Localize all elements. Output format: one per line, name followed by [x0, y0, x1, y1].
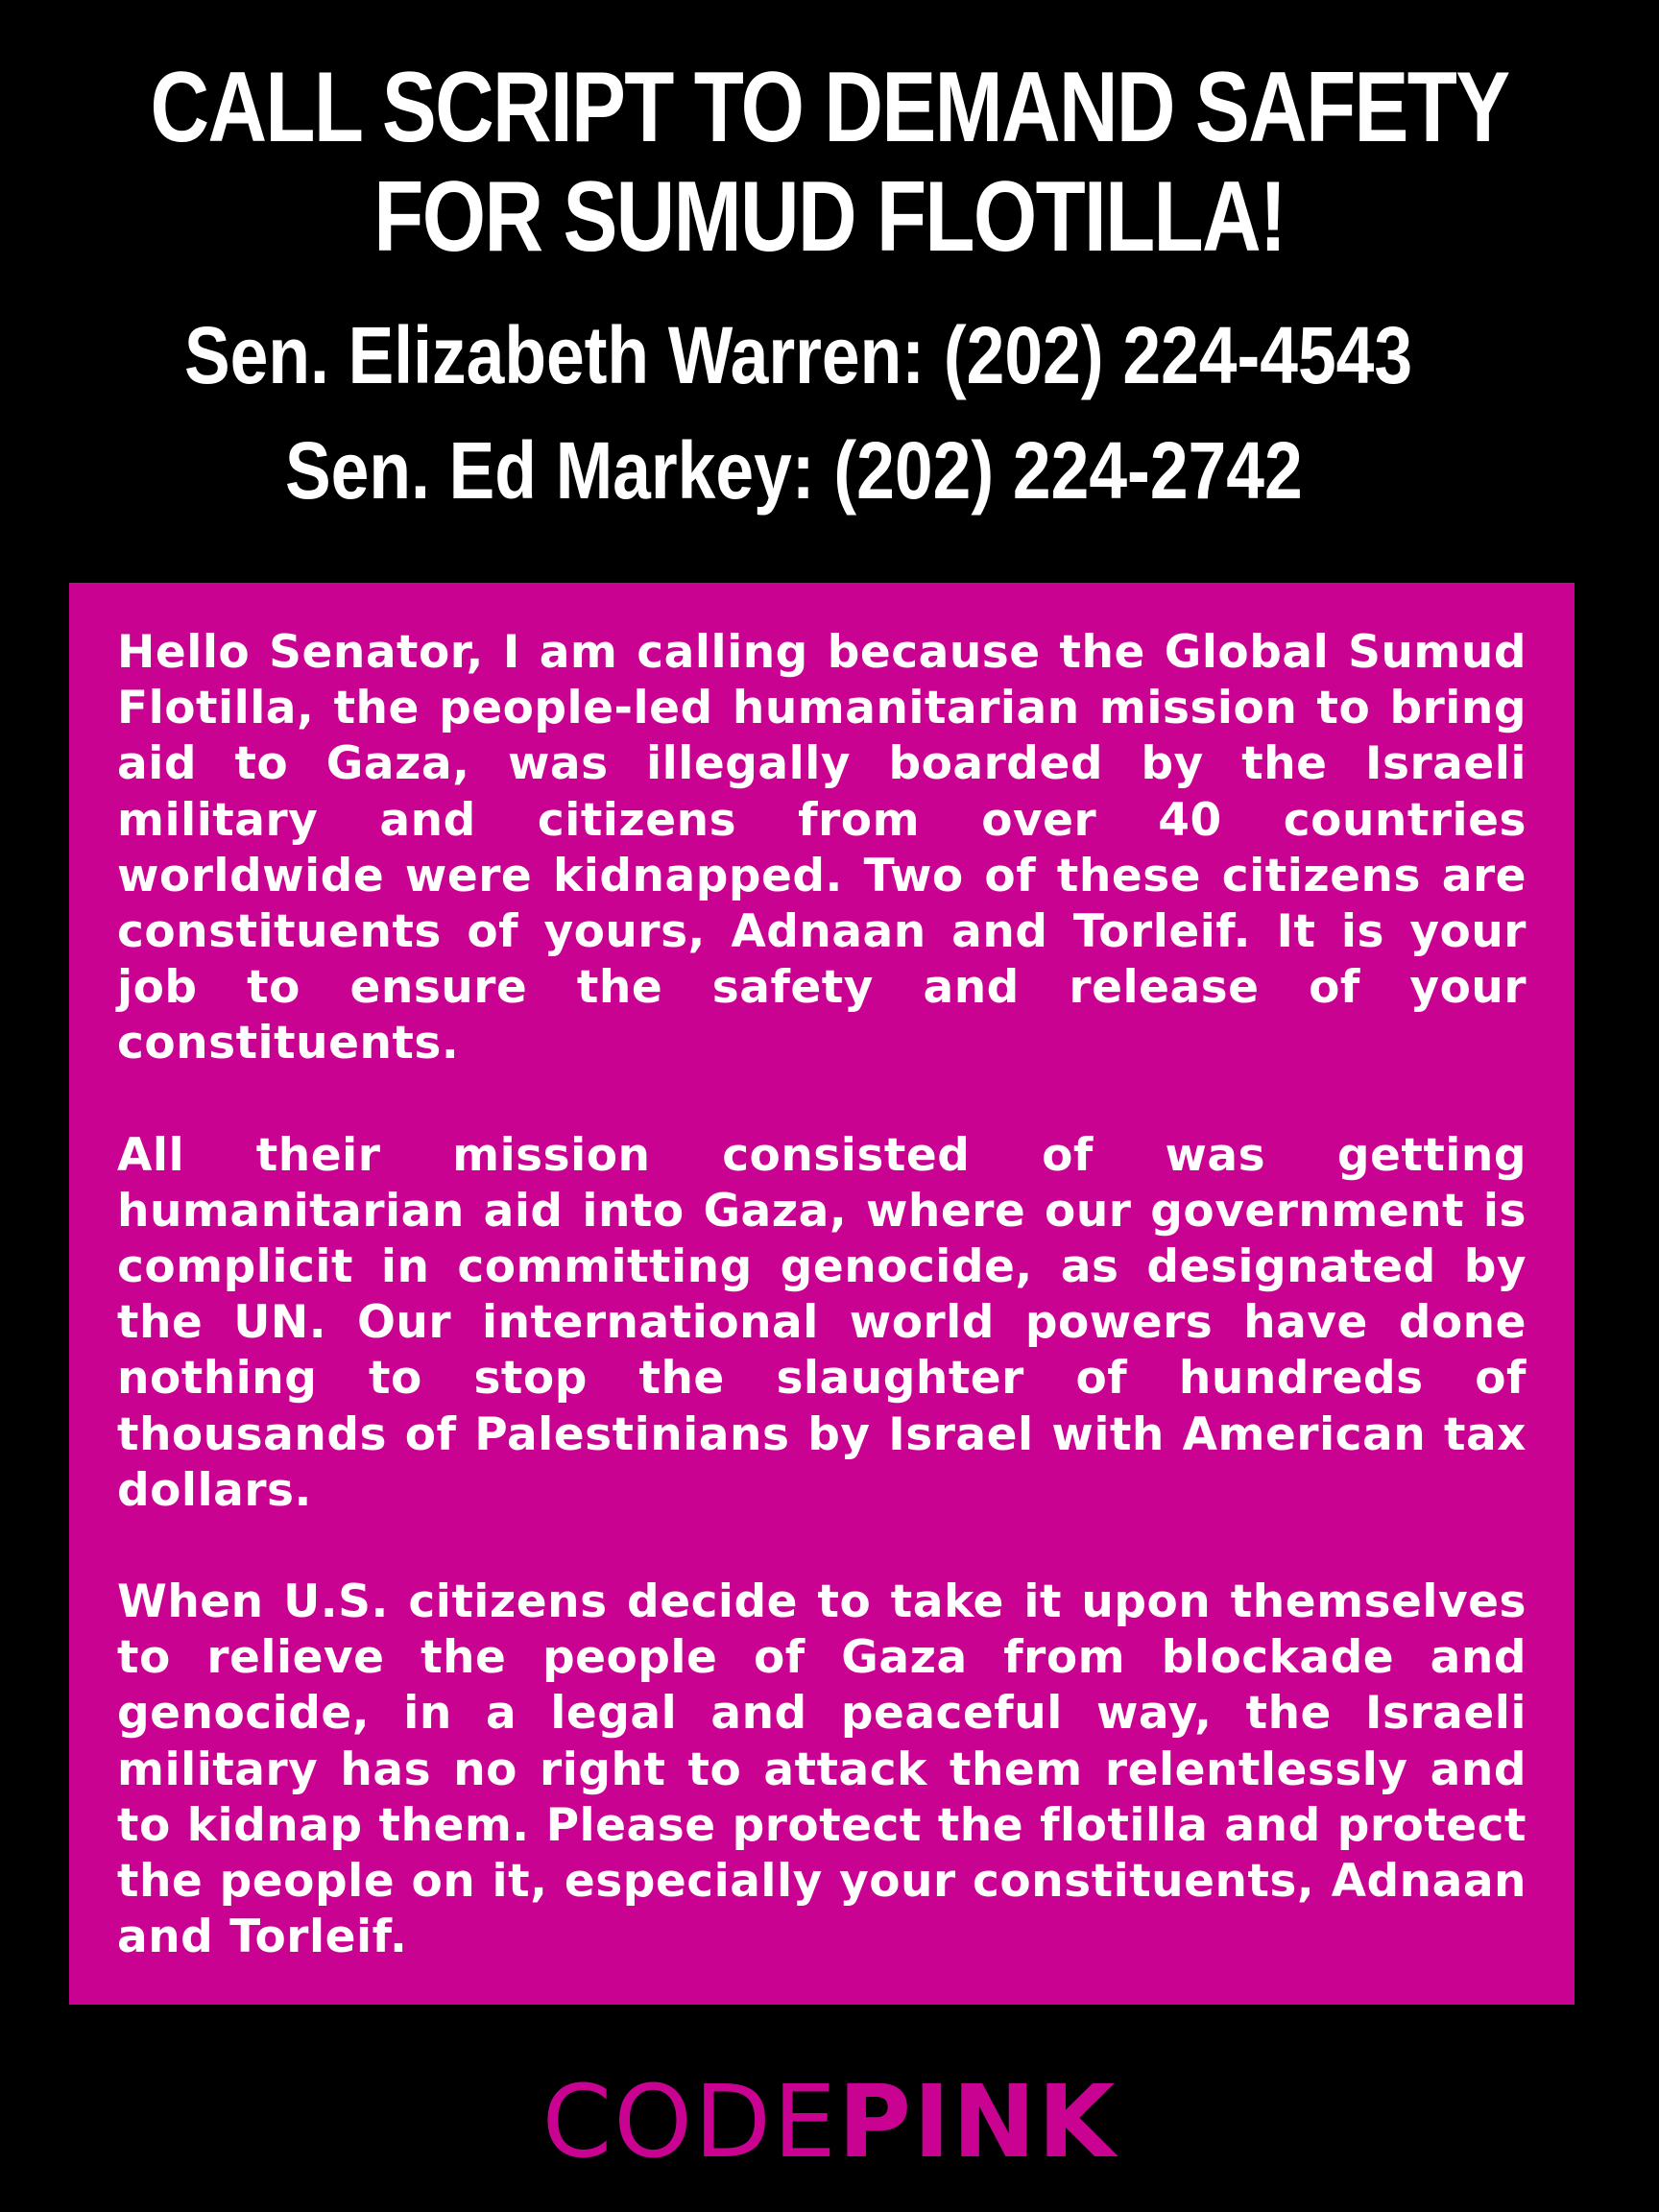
codepink-logo	[0, 2064, 1659, 2179]
title-line-1: CALL SCRIPT TO DEMAND SAFETY	[150, 52, 1509, 163]
script-paragraph-2: All their mission consisted of was getting humanitarian aid into Gaza, where our government is complicit in committing genocide, as designated by the UN. Our international world powers have done nothing to stop the slaughter of hundreds of thousands of Palestinians by Israel with American tax dollars.	[117, 1128, 1527, 1517]
contact-markey: Sen. Ed Markey: (202) 224-2742	[285, 425, 1303, 516]
contact-warren: Sen. Elizabeth Warren: (202) 224-4543	[184, 310, 1413, 400]
script-paragraph-3: When U.S. citizens decide to take it upon themselves to relieve the people of Gaza from blockade and genocide, in a legal and peaceful way, the Israeli military has no right to attack them relentlessly and to kidnap them. Please protect the flotilla and protect the people on it, especially your constituents, Adnaan and Torleif.	[117, 1575, 1527, 1964]
logo-code-text: CODE	[541, 2063, 838, 2180]
logo-pink-text: PINK	[837, 2063, 1118, 2180]
title-line-2: FOR SUMUD FLOTILLA!	[373, 161, 1286, 273]
page-header	[0, 53, 1659, 272]
page-title	[150, 53, 1510, 272]
call-script-box	[69, 583, 1575, 2005]
script-paragraph-1: Hello Senator, I am calling because the Global Sumud Flotilla, the people-led humanitarian mission to bring aid to Gaza, was illegally boarded by the Israeli military and citizens from over 40 countries worldwide were kidnapped. Two of these citizens are constituents of yours, Adnaan and Torleif. It is your job to ensure the safety and release of your constituents.	[117, 626, 1527, 1070]
